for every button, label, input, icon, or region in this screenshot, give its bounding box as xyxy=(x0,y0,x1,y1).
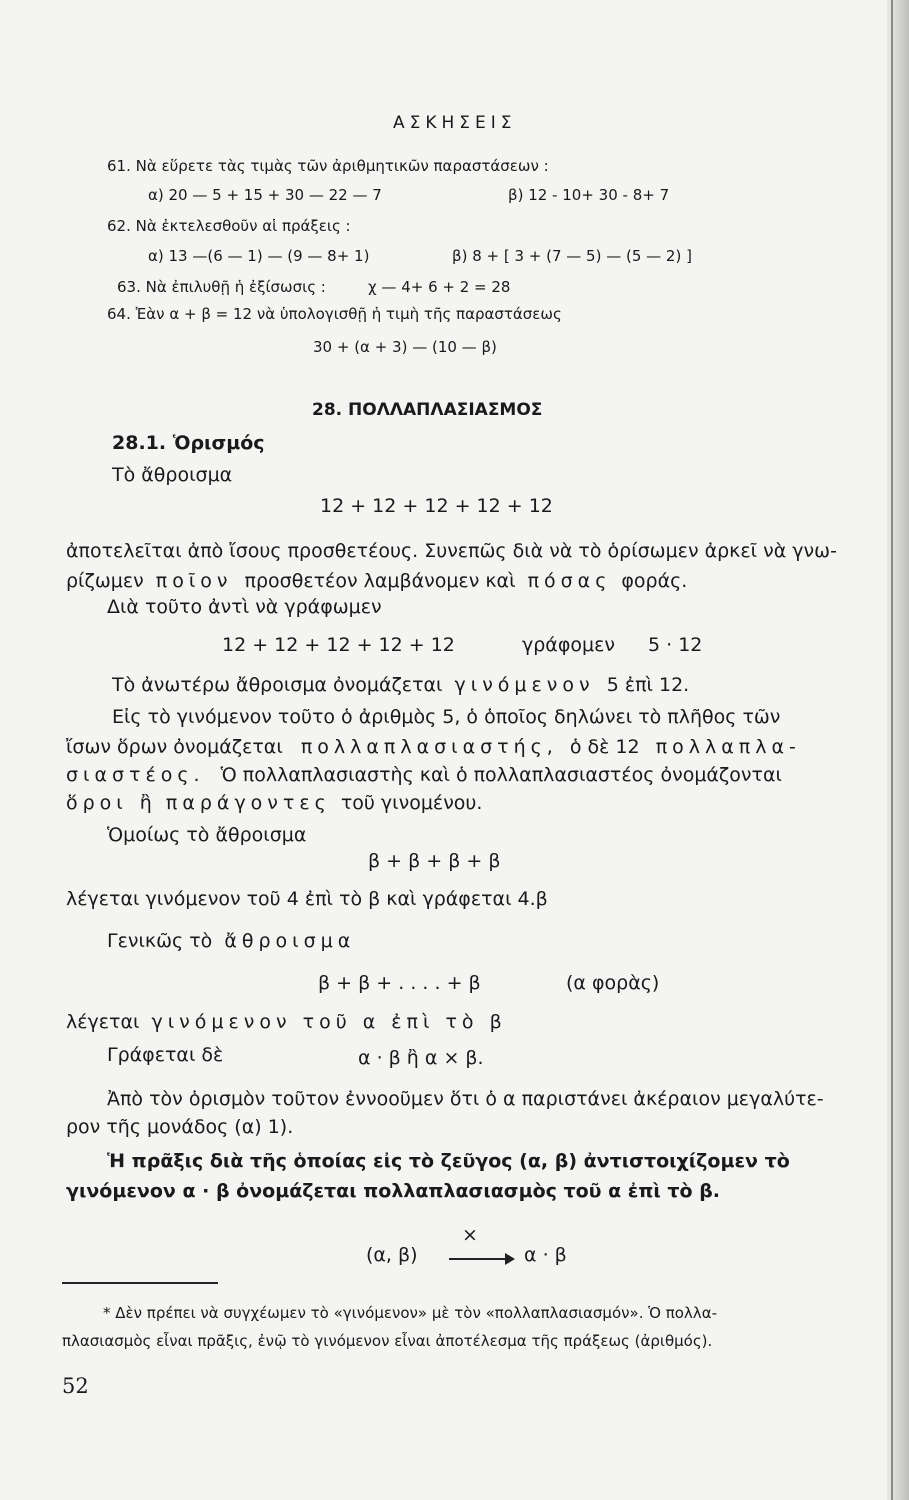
exercise-62-a: α) 13 —(6 — 1) — (9 — 8+ 1) xyxy=(148,247,370,265)
equation: 12 + 12 + 12 + 12 + 12 xyxy=(320,495,553,517)
footnote-line: * Δὲν πρέπει νὰ συγχέωμεν τὸ «γινόμενον» μὲ τὸν «πολλαπλασιασμόν». Ὁ πολλα- xyxy=(103,1304,717,1322)
exercise-63-equation: χ — 4+ 6 + 2 = 28 xyxy=(368,278,511,296)
exercise-64: 64. Ἐὰν α + β = 12 νὰ ὑπολογισθῇ ἡ τιμὴ τῆς παραστάσεως xyxy=(107,305,562,323)
text-line: λέγεται γινόμενον τοῦ 4 ἐπὶ τὸ β καὶ γράφεται 4.β xyxy=(66,888,548,910)
equation-label: (α φορὰς) xyxy=(566,972,660,994)
exercise-61-a: α) 20 — 5 + 15 + 30 — 22 — 7 xyxy=(148,186,382,204)
mapping-domain: (α, β) xyxy=(366,1244,418,1266)
text-line: ἴσων ὅρων ὀνομάζεται πολλαπλασιαστής, ὁ δὲ 12 πολλαπλα- xyxy=(66,736,801,758)
text-line: Γράφεται δὲ xyxy=(107,1044,224,1066)
text-line: ἀποτελεῖται ἀπὸ ἴσους προσθετέους. Συνεπῶς διὰ νὰ τὸ ὁρίσωμεν ἀρκεῖ νὰ γνω- xyxy=(66,540,837,562)
page-edge xyxy=(887,0,909,1500)
text-line: Ὁμοίως τὸ ἄθροισμα xyxy=(107,824,307,846)
text-line: λέγεται γινόμενον τοῦ α ἐπὶ τὸ β xyxy=(66,1011,507,1033)
text-line: Τὸ ἄθροισμα xyxy=(112,464,233,486)
text-line: ρίζωμεν ποῖον προσθετέον λαμβάνομεν καὶ πόσας φοράς. xyxy=(66,570,688,592)
exercise-62: 62. Νὰ ἐκτελεσθοῦν αἱ πράξεις : xyxy=(107,217,351,235)
exercises-title: ΑΣΚΗΣΕΙΣ xyxy=(393,113,517,133)
definition-line: Ἡ πρᾶξις διὰ τῆς ὁποίας εἰς τὸ ζεῦγος (α, β) ἀντιστοιχίζομεν τὸ xyxy=(107,1150,790,1172)
text-line: ρον τῆς μονάδος (α) 1). xyxy=(66,1116,294,1138)
exercise-63: 63. Νὰ ἐπιλυθῇ ἡ ἐξίσωσις : xyxy=(117,278,326,296)
equation: 5 · 12 xyxy=(648,634,703,656)
equation: β + β + . . . . + β xyxy=(318,972,481,994)
times-symbol: × xyxy=(462,1224,478,1246)
exercise-64-expression: 30 + (α + 3) — (10 — β) xyxy=(313,338,497,356)
exercise-61-b: β) 12 - 10+ 30 - 8+ 7 xyxy=(508,186,670,204)
definition-line: γινόμενον α · β ὀνομάζεται πολλαπλασιασμὸς τοῦ α ἐπὶ τὸ β. xyxy=(66,1180,721,1202)
text-line: Διὰ τοῦτο ἀντὶ νὰ γράφωμεν xyxy=(107,596,382,618)
text-line: σιαστέος. Ὁ πολλαπλασιαστὴς καὶ ὁ πολλαπλασιαστέος ὀνομάζονται xyxy=(66,764,782,786)
text-line: Γενικῶς τὸ ἄθροισμα xyxy=(107,930,356,952)
equation: 12 + 12 + 12 + 12 + 12 xyxy=(222,634,455,656)
mapping-arrow-icon xyxy=(449,1258,513,1260)
text-line: ὅροι ἢ παράγοντες τοῦ γινομένου. xyxy=(66,792,483,814)
equation-label: γράφομεν xyxy=(522,634,615,656)
exercise-62-b: β) 8 + [ 3 + (7 — 5) — (5 — 2) ] xyxy=(452,247,692,265)
subsection-title: 28.1. Ὁρισμός xyxy=(112,432,265,454)
equation: β + β + β + β xyxy=(368,850,501,872)
text-line: Ἀπὸ τὸν ὁρισμὸν τοῦτον ἐννοοῦμεν ὅτι ὁ α παριστάνει ἀκέραιον μεγαλύτε- xyxy=(107,1088,824,1110)
footnote-divider xyxy=(62,1282,218,1284)
mapping-codomain: α · β xyxy=(524,1244,567,1266)
footnote-line: πλασιασμὸς εἶναι πρᾶξις, ἐνῷ τὸ γινόμενον εἶναι ἀποτέλεσμα τῆς πράξεως (ἀριθμός). xyxy=(62,1332,713,1350)
exercise-61: 61. Νὰ εὕρετε τὰς τιμὰς τῶν ἀριθμητικῶν παραστάσεων : xyxy=(107,157,549,175)
text-line: Εἰς τὸ γινόμενον τοῦτο ὁ ἀριθμὸς 5, ὁ ὁποῖος δηλώνει τὸ πλῆθος τῶν xyxy=(112,706,781,728)
equation: α · β ἢ α × β. xyxy=(358,1047,484,1069)
text-line: Τὸ ἀνωτέρω ἄθροισμα ὀνομάζεται γινόμενον 5 ἐπὶ 12. xyxy=(112,674,690,696)
page-number: 52 xyxy=(62,1374,89,1398)
section-title: 28. ΠΟΛΛΑΠΛΑΣΙΑΣΜΟΣ xyxy=(312,400,543,420)
